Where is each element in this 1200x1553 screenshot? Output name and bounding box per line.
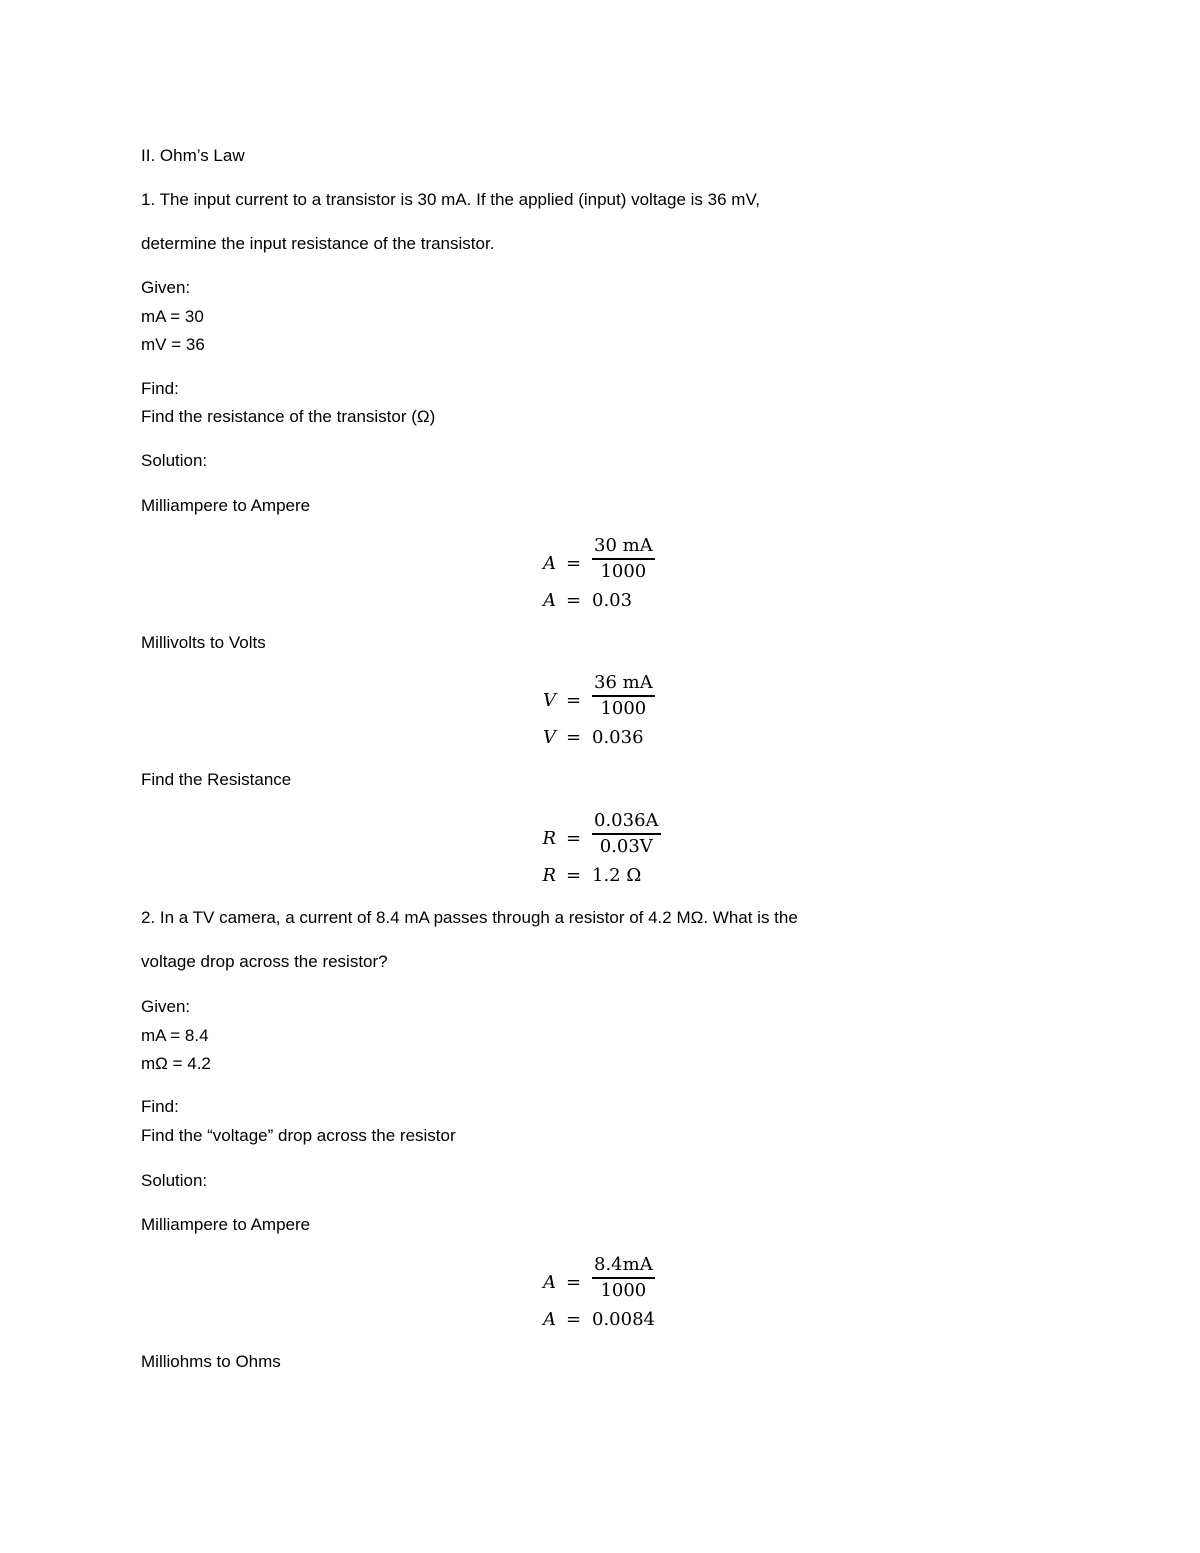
equals-sign: =	[566, 690, 582, 711]
fraction	[592, 672, 655, 719]
denominator: 1000	[600, 698, 647, 719]
given-label: Given:	[141, 997, 191, 1016]
equation-lhs: A	[543, 590, 556, 611]
equals-sign: =	[566, 1272, 582, 1293]
given-item: mA = 30	[141, 307, 204, 326]
find-text: Find the resistance of the transistor (Ω)	[141, 407, 436, 426]
equals-sign: =	[566, 1309, 582, 1330]
given-label: Given:	[141, 278, 191, 297]
step-label: Milliampere to Ampere	[141, 1215, 311, 1234]
given-item: mA = 8.4	[141, 1026, 209, 1045]
problem-1-line-2: determine the input resistance of the transistor.	[141, 234, 495, 253]
denominator: 0.03V	[599, 836, 653, 857]
equation-lhs: A	[543, 553, 556, 574]
numerator: 36 mA	[592, 672, 655, 697]
equals-sign: =	[566, 590, 582, 611]
find-label: Find:	[141, 379, 179, 398]
equation-result: 0.03	[592, 590, 633, 611]
equals-sign: =	[566, 865, 582, 886]
equation-lhs: R	[542, 865, 556, 886]
problem-2-line-2: voltage drop across the resistor?	[141, 952, 388, 971]
fraction	[592, 1254, 655, 1301]
step-label: Milliampere to Ampere	[141, 496, 311, 515]
equation-lhs: V	[543, 727, 556, 748]
equation-result: 0.0084	[592, 1309, 655, 1330]
problem-2-line-1: 2. In a TV camera, a current of 8.4 mA passes through a resistor of 4.2 MΩ. What is the	[141, 908, 798, 927]
fraction	[592, 535, 655, 582]
equals-sign: =	[566, 553, 582, 574]
numerator: 0.036A	[592, 810, 661, 835]
step-label: Millivolts to Volts	[141, 633, 266, 652]
equation-result: 1.2 Ω	[592, 865, 642, 886]
given-item: mV = 36	[141, 335, 205, 354]
denominator: 1000	[600, 561, 647, 582]
given-item: mΩ = 4.2	[141, 1054, 211, 1073]
solution-label: Solution:	[141, 451, 208, 470]
step-label: Milliohms to Ohms	[141, 1352, 281, 1371]
equation-lhs: V	[543, 690, 556, 711]
fraction	[592, 810, 661, 857]
find-text: Find the “voltage” drop across the resistor	[141, 1126, 456, 1145]
numerator: 8.4mA	[592, 1254, 655, 1279]
solution-label: Solution:	[141, 1171, 208, 1190]
problem-1-line-1: 1. The input current to a transistor is 30 mA. If the applied (input) voltage is 36 mV,	[141, 190, 760, 209]
denominator: 1000	[600, 1280, 647, 1301]
equation-lhs: A	[543, 1272, 556, 1293]
find-label: Find:	[141, 1097, 179, 1116]
step-label: Find the Resistance	[141, 770, 292, 789]
equals-sign: =	[566, 828, 582, 849]
section-title: II. Ohm’s Law	[141, 146, 245, 165]
equation-result: 0.036	[592, 727, 644, 748]
numerator: 30 mA	[592, 535, 655, 560]
equation-lhs: A	[543, 1309, 556, 1330]
equals-sign: =	[566, 727, 582, 748]
equation-lhs: R	[542, 828, 556, 849]
